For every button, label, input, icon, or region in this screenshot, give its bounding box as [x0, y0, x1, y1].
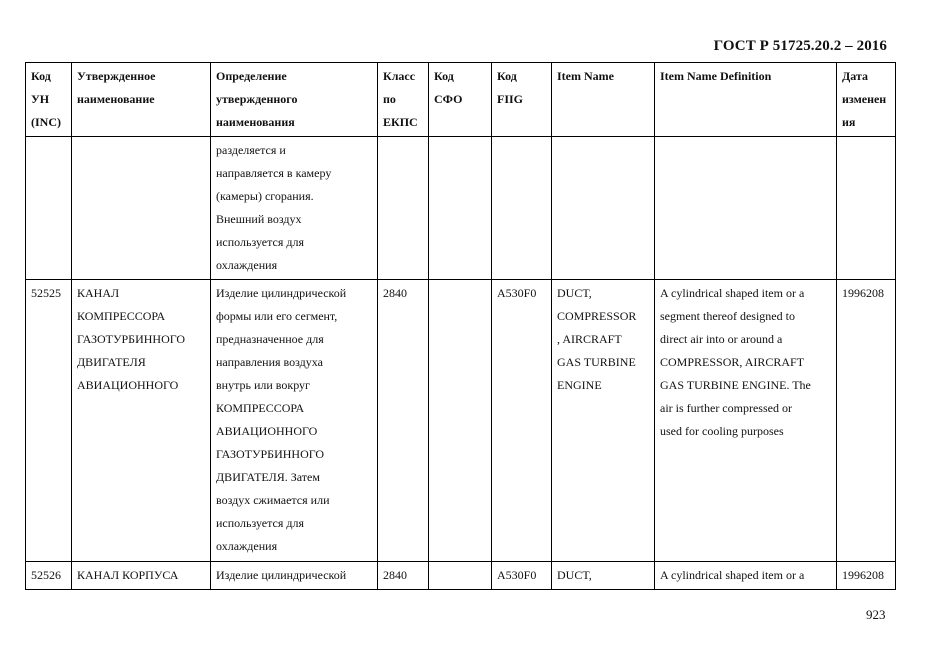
cell-text-line: используется для [216, 516, 304, 530]
table-cell [552, 137, 655, 280]
cell-text-line: ENGINE [557, 378, 602, 392]
cell-text-line: охлаждения [216, 539, 278, 553]
page-number: 923 [866, 607, 886, 622]
column-header-line: Item Name Definition [660, 69, 772, 83]
column-header-line: изменен [842, 92, 887, 106]
column-header-line: СФО [434, 92, 463, 106]
column-header-line: Класс [383, 69, 416, 83]
column-header-line: ЕКПС [383, 115, 418, 129]
column-header-line: Код [497, 69, 517, 83]
cell-text-line: 1996208 [842, 286, 884, 300]
column-header [492, 63, 552, 137]
cell-text-line: 52525 [31, 286, 61, 300]
column-header-line: Item Name [557, 69, 614, 83]
column-header-line: утвержденного [216, 92, 298, 106]
cell-text-line: (камеры) сгорания. [216, 189, 314, 203]
table-cell [211, 280, 378, 562]
cell-text-line: используется для [216, 235, 304, 249]
column-header-line: FIIG [497, 92, 524, 106]
cell-text-line: , AIRCRAFT [557, 332, 622, 346]
column-header [655, 63, 837, 137]
table-cell [26, 562, 72, 590]
cell-text-line: A530F0 [497, 286, 537, 300]
cell-text-line: воздух сжимается или [216, 493, 330, 507]
column-header-line: УН [31, 92, 50, 106]
table-row [26, 137, 896, 280]
column-header-line: Определение [216, 69, 287, 83]
data-table [25, 62, 896, 590]
cell-text-line: segment thereof designed to [660, 309, 795, 323]
table-cell [26, 137, 72, 280]
cell-text-line: КОМПРЕССОРА [216, 401, 305, 415]
cell-text-line: GAS TURBINE [557, 355, 636, 369]
cell-text-line: охлаждения [216, 258, 278, 272]
cell-text-line: АВИАЦИОННОГО [77, 378, 179, 392]
cell-text-line: A cylindrical shaped item or a [660, 286, 805, 300]
cell-text-line: air is further compressed or [660, 401, 792, 415]
table-cell [655, 280, 837, 562]
cell-text-line: Изделие цилиндрической [216, 286, 347, 300]
column-header [552, 63, 655, 137]
cell-text-line: Изделие цилиндрической [216, 568, 347, 582]
column-header-line: наименования [216, 115, 295, 129]
table-cell [837, 137, 896, 280]
cell-text-line: КОМПРЕССОРА [77, 309, 166, 323]
table-cell [378, 280, 429, 562]
table-cell [837, 280, 896, 562]
column-header-line: (INC) [31, 115, 61, 129]
column-header-line: наименование [77, 92, 155, 106]
cell-text-line: КАНАЛ [77, 286, 120, 300]
cell-text-line: внутрь или вокруг [216, 378, 310, 392]
cell-text-line: Внешний воздух [216, 212, 302, 226]
table-cell [72, 562, 211, 590]
cell-text-line: direct air into or around a [660, 332, 783, 346]
table-cell [492, 137, 552, 280]
column-header-line: по [383, 92, 396, 106]
table-cell [211, 137, 378, 280]
table-cell [429, 562, 492, 590]
table-cell [655, 137, 837, 280]
table-cell [492, 280, 552, 562]
cell-text-line: A530F0 [497, 568, 537, 582]
cell-text-line: 2840 [383, 286, 407, 300]
column-header-line: Код [434, 69, 454, 83]
table-cell [552, 280, 655, 562]
column-header [837, 63, 896, 137]
table-row [26, 562, 896, 590]
cell-text-line: COMPRESSOR [557, 309, 637, 323]
cell-text-line: разделяется и [216, 143, 286, 157]
table-cell [378, 562, 429, 590]
cell-text-line: DUCT, [557, 286, 592, 300]
column-header [211, 63, 378, 137]
table-row [26, 280, 896, 562]
column-header [378, 63, 429, 137]
column-header-line: Код [31, 69, 51, 83]
cell-text-line: GAS TURBINE ENGINE. The [660, 378, 811, 392]
document-header: ГОСТ Р 51725.20.2 – 2016 [713, 38, 887, 54]
table-cell [429, 137, 492, 280]
table-cell [72, 137, 211, 280]
column-header [429, 63, 492, 137]
cell-text-line: ДВИГАТЕЛЯ. Затем [216, 470, 320, 484]
cell-text-line: A cylindrical shaped item or a [660, 568, 805, 582]
cell-text-line: КАНАЛ КОРПУСА [77, 568, 179, 582]
cell-text-line: направления воздуха [216, 355, 323, 369]
cell-text-line: предназначенное для [216, 332, 324, 346]
table-cell [552, 562, 655, 590]
table-cell [72, 280, 211, 562]
column-header-line: Дата [842, 69, 868, 83]
cell-text-line: ГАЗОТУРБИННОГО [216, 447, 325, 461]
table-cell [837, 562, 896, 590]
cell-text-line: направляется в камеру [216, 166, 332, 180]
table-cell [378, 137, 429, 280]
column-header-line: Утвержденное [77, 69, 156, 83]
table-header-row [26, 63, 896, 137]
table-cell [211, 562, 378, 590]
column-header [72, 63, 211, 137]
column-header-line: ия [842, 115, 856, 129]
cell-text-line: COMPRESSOR, AIRCRAFT [660, 355, 805, 369]
table-cell [429, 280, 492, 562]
table-cell [492, 562, 552, 590]
column-header [26, 63, 72, 137]
table-cell [26, 280, 72, 562]
cell-text-line: 52526 [31, 568, 61, 582]
table-cell [655, 562, 837, 590]
cell-text-line: формы или его сегмент, [216, 309, 338, 323]
cell-text-line: used for cooling purposes [660, 424, 784, 438]
cell-text-line: DUCT, [557, 568, 592, 582]
cell-text-line: 2840 [383, 568, 407, 582]
cell-text-line: АВИАЦИОННОГО [216, 424, 318, 438]
cell-text-line: 1996208 [842, 568, 884, 582]
cell-text-line: ДВИГАТЕЛЯ [77, 355, 146, 369]
cell-text-line: ГАЗОТУРБИННОГО [77, 332, 186, 346]
